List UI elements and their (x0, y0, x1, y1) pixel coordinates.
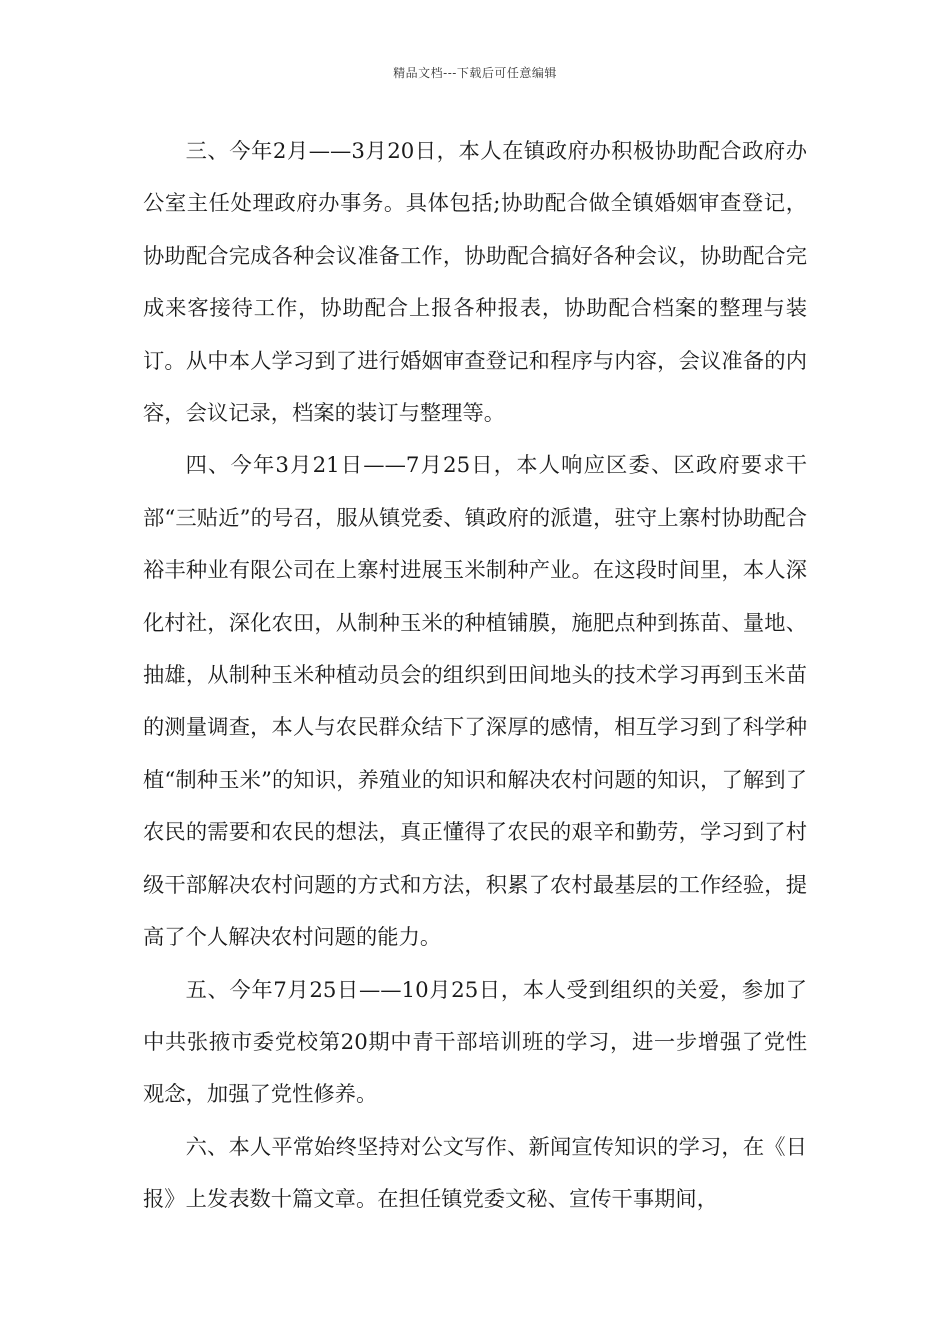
paragraph-three: 三、今年2月——3月20日，本人在镇政府办积极协助配合政府办公室主任处理政府办事务。具体包括;协助配合做全镇婚姻审查登记，协助配合完成各种会议准备工作，协助配合搞好各种会议，协助配合完成来客接待工作，协助配合上报各种报表，协助配合档案的整理与装订。从中本人学习到了进行婚姻审查登记和程序与内容，会议准备的内容，会议记录，档案的装订与整理等。 (143, 139, 807, 427)
paragraph-six: 六、本人平常始终坚持对公文写作、新闻宣传知识的学习，在《日报》上发表数十篇文章。在担任镇党委文秘、宣传干事期间， (143, 1134, 807, 1213)
paragraph-five: 五、今年7月25日——10月25日，本人受到组织的关爱，参加了中共张掖市委党校第20期中青干部培训班的学习，进一步增强了党性观念，加强了党性修养。 (143, 977, 807, 1108)
document-body (143, 126, 807, 1227)
paragraph-four: 四、今年3月21日——7月25日，本人响应区委、区政府要求干部“三贴近”的号召，服从镇党委、镇政府的派遣，驻守上寨村协助配合裕丰种业有限公司在上寨村进展玉米制种产业。在这段时间里，本人深化村社，深化农田，从制种玉米的种植铺膜，施肥点种到拣苗、量地、抽雄，从制种玉米种植动员会的组织到田间地头的技术学习再到玉米苗的测量调查，本人与农民群众结下了深厚的感情，相互学习到了科学种植“制种玉米”的知识，养殖业的知识和解决农村问题的知识，了解到了农民的需要和农民的想法，真正懂得了农民的艰辛和勤劳，学习到了村级干部解决农村问题的方式和方法，积累了农村最基层的工作经验，提高了个人解决农村问题的能力。 (143, 453, 807, 951)
page-header: 精品文档---下载后可任意编辑 (393, 66, 557, 80)
